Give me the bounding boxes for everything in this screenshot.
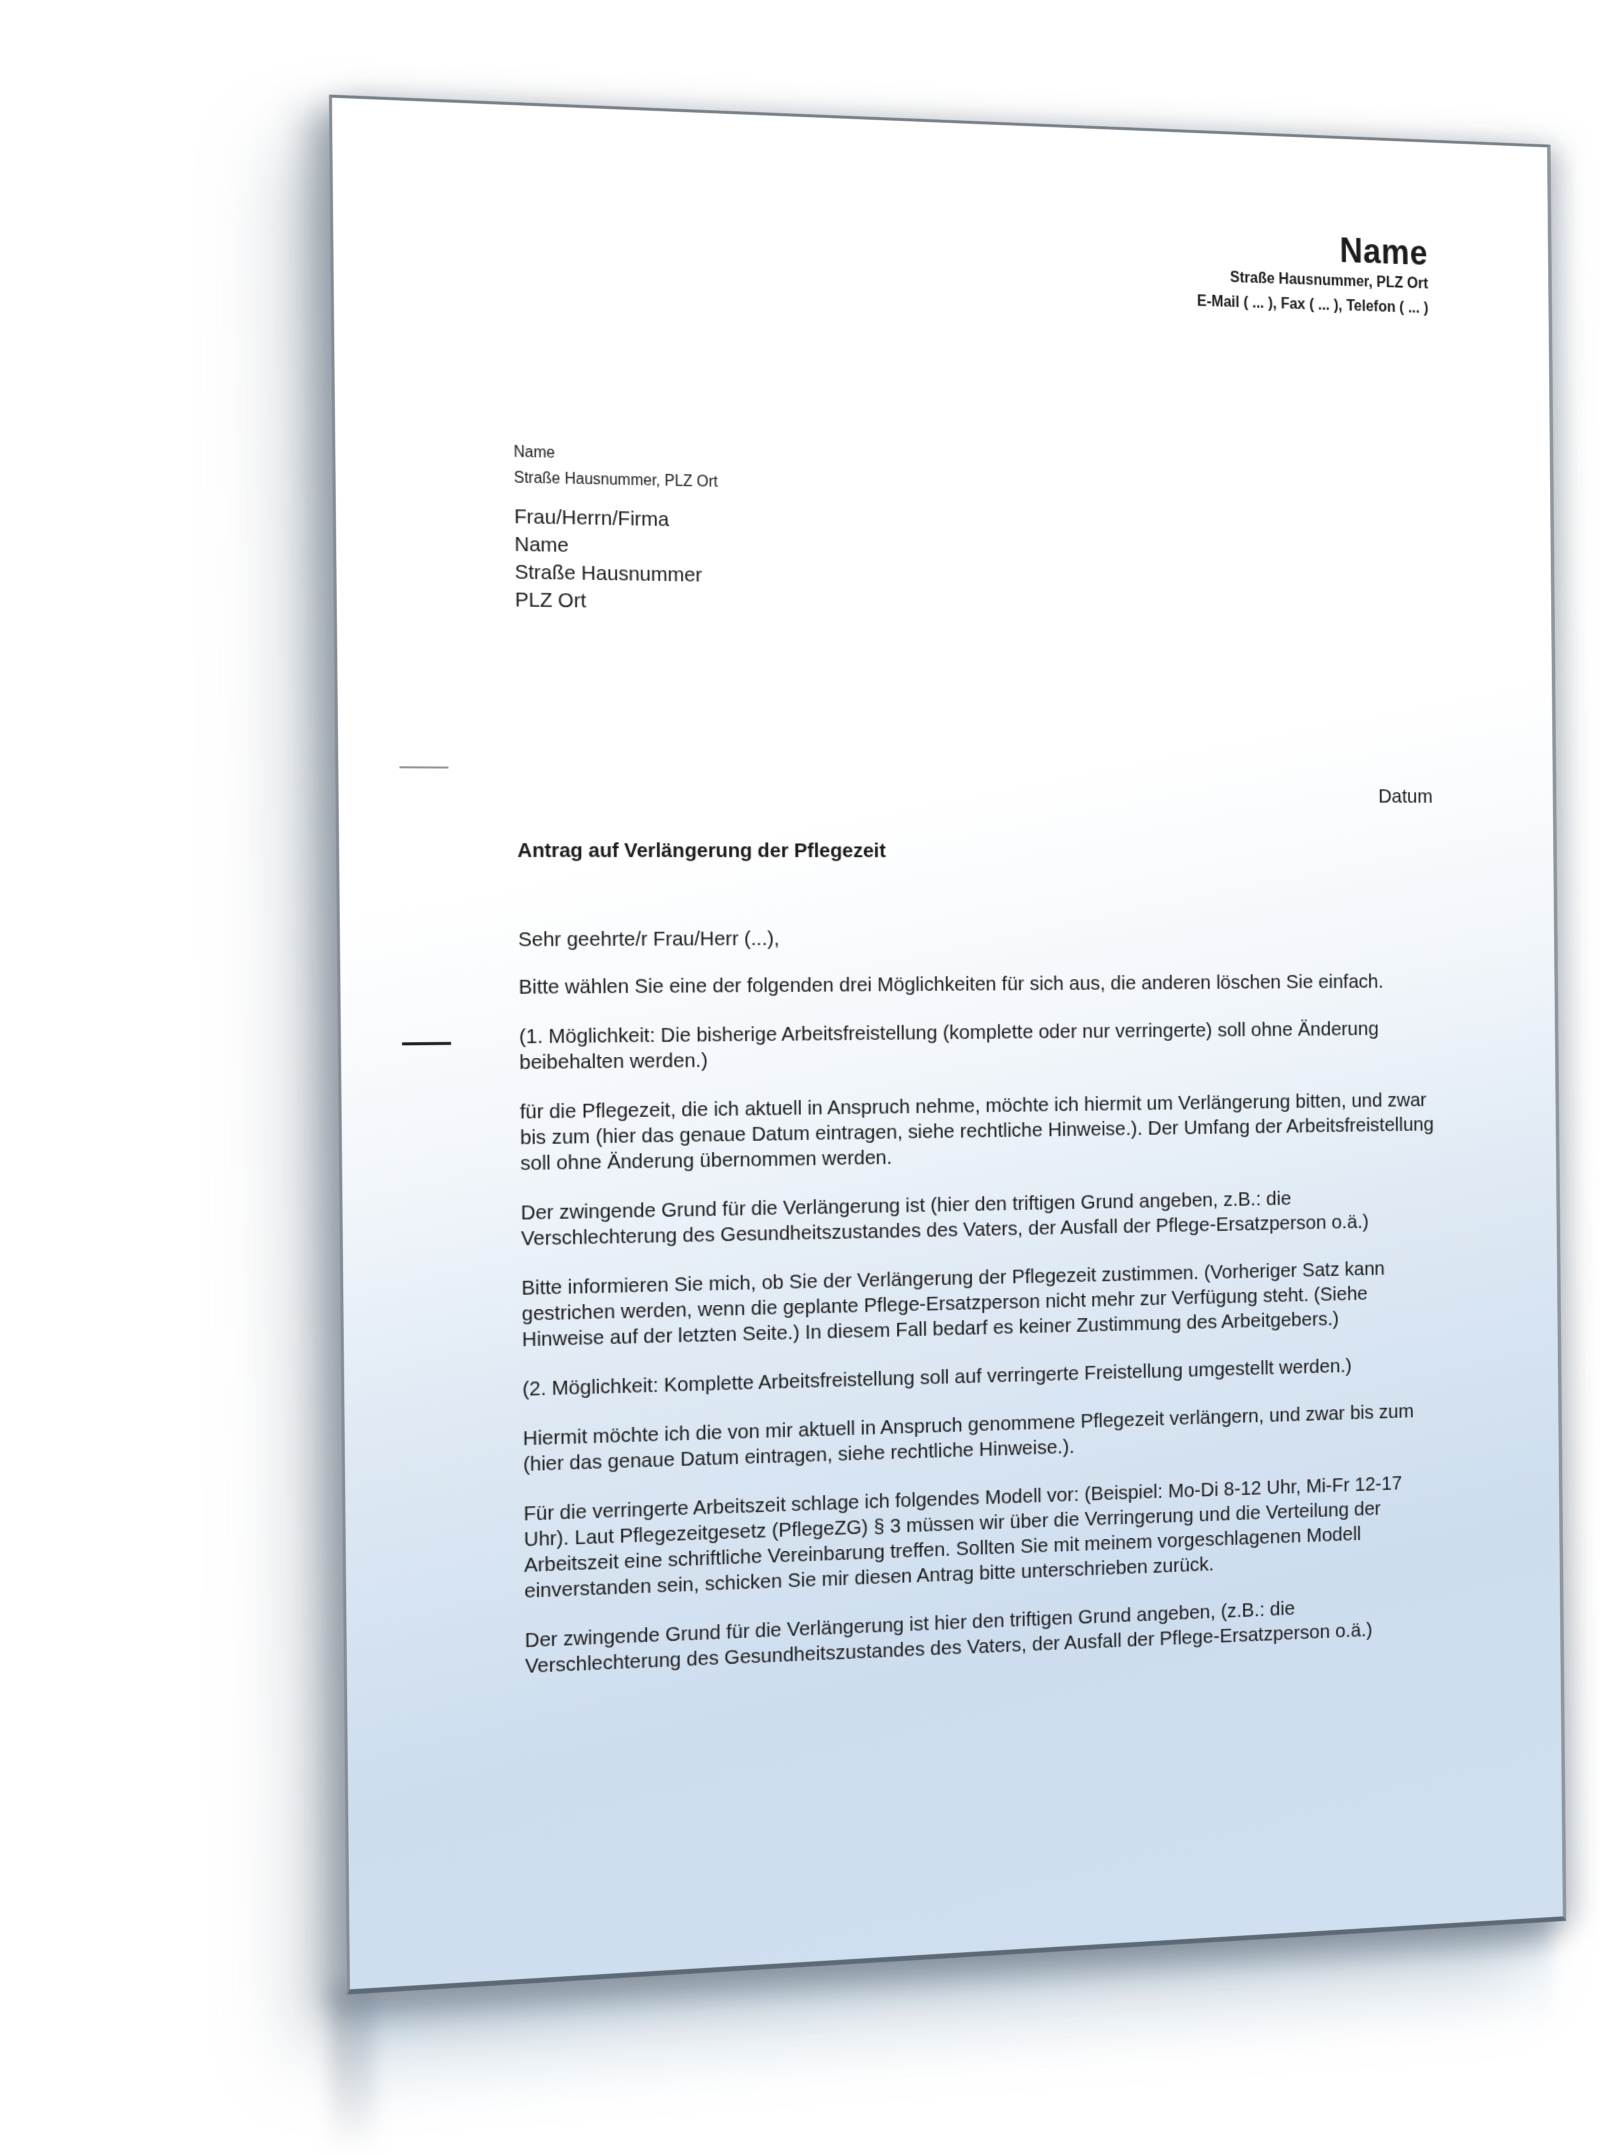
sender-address: Straße Hausnummer, PLZ Ort — [513, 469, 718, 491]
date-label: Datum — [1378, 785, 1433, 808]
paragraph: für die Pflegezeit, die ich aktuell in Anspruch nehme, möchte ich hiermit um Verlängerung bitten, und zwar bis zum (hier das genaue Datum eintragen, siehe rechtliche Hinweise.). Der Umfang der Arbeitsfreistellung soll ohne Änderung übernommen werden. — [519, 1089, 1434, 1175]
paragraph-option-1: (1. Möglichkeit: Die bisherige Arbeitsfreistellung (komplette oder nur verringerte) soll ohne Änderung beibehalten werden.) — [519, 1017, 1379, 1074]
sender-block — [514, 440, 1431, 510]
paragraph: Hiermit möchte ich die von mir aktuell in Anspruch genommene Pflegezeit verlängern, und zwar bis zum (hier das genaue Datum eintragen, siehe rechtliche Hinweise.). — [522, 1400, 1414, 1476]
subject-line: Antrag auf Verlängerung der Pflegezeit — [517, 839, 886, 863]
letter-page — [329, 95, 1566, 1995]
fold-mark — [402, 1042, 451, 1045]
recipient-line: Frau/Herrn/Firma — [514, 505, 670, 531]
recipient-line: Name — [514, 533, 569, 557]
paragraph-option-2: (2. Möglichkeit: Komplette Arbeitsfreistellung soll auf verringerte Freistellung umgestellt werden.) — [522, 1354, 1352, 1401]
paragraph: Bitte wählen Sie eine der folgenden drei Möglichkeiten für sich aus, die anderen löschen Sie einfach. — [518, 970, 1384, 999]
recipient-line: PLZ Ort — [514, 588, 587, 613]
recipient-block — [514, 503, 1431, 626]
paragraph: Der zwingende Grund für die Verlängerung ist hier den triftigen Grund angeben, (z.B.: die Verschlechterung des Gesundheitszustandes des Vaters, der Ausfall der Pflege-Ersatzperson o.ä.) — [524, 1597, 1373, 1678]
letterhead-name: Name — [1339, 230, 1428, 273]
letterhead-address: Straße Hausnummer, PLZ Ort — [1230, 269, 1429, 293]
paragraph: Für die verringerte Arbeitszeit schlage ich folgendes Modell vor: (Beispiel: Mo-Di 8-12 Uhr, Mi-Fr 12-17 Uhr). Laut Pflegezeitgesetz (PflegeZG) § 3 müssen wir über die Verringerung und die Verteilung der Arbeitszeit eine schriftliche Vereinbarung treffen. Sollten Sie mit meinem vorgeschlagenen Modell einverstanden sein, schicken Sie mir diesen Antrag bitte unterschrieben zurück. — [523, 1472, 1403, 1603]
paragraph: Der zwingende Grund für die Verlängerung ist (hier den triftigen Grund angeben, z.B.: die Verschlechterung des Gesundheitszustandes des Vaters, der Ausfall der Pflege-Ersatzperson o.ä.) — [520, 1187, 1369, 1251]
recipient-line: Straße Hausnummer — [514, 560, 703, 587]
letterhead — [511, 202, 1428, 321]
paragraph: Bitte informieren Sie mich, ob Sie der Verlängerung der Pflegezeit zustimmen. (Vorheriger Satz kann gestrichen werden, wenn die geplante Pflege-Ersatzperson nicht mehr zur Verfügung steht. (Siehe Hinweise auf der letzten Seite.) In diesem Fall bedarf es keiner Zustimmung des Arbeitgebers.) — [521, 1257, 1385, 1352]
sender-name: Name — [513, 443, 556, 462]
letterhead-contact: E-Mail ( ... ), Fax ( ... ), Telefon ( ... ) — [1197, 293, 1429, 317]
salutation: Sehr geehrte/r Frau/Herr (...), — [518, 927, 780, 952]
date-row — [517, 781, 1433, 810]
fold-mark — [399, 766, 448, 768]
